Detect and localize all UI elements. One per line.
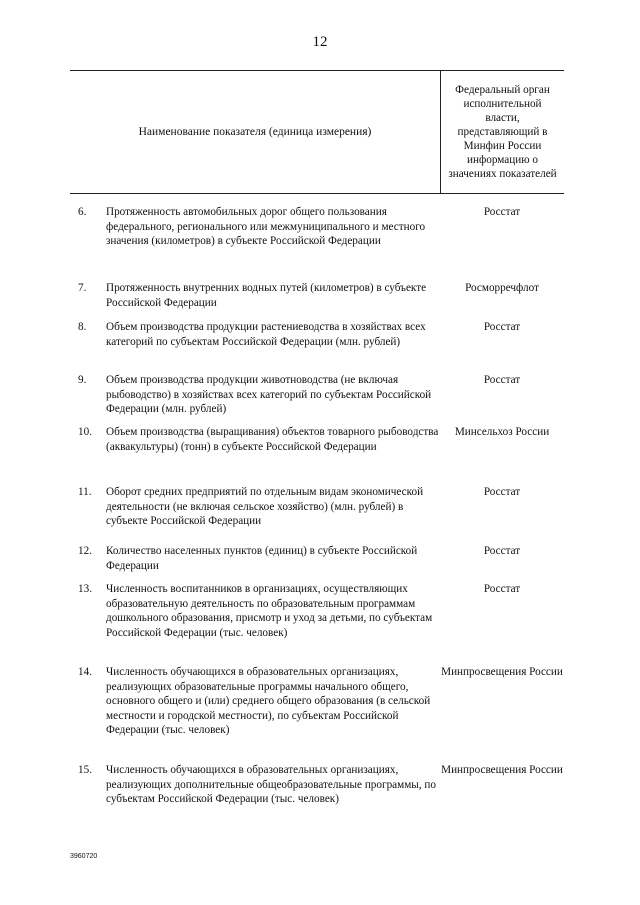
- row-org: Росстат: [483, 374, 521, 386]
- indicators-table: [70, 70, 564, 806]
- page-number: 12: [312, 34, 328, 50]
- row-number: 15.: [78, 764, 92, 776]
- row-text: Оборот средних предприятий по отдельным видам экономической деятельности (не включая сельское хозяйство) (млн. рублей) в субъекте Российской Федерации: [106, 486, 424, 528]
- row-org: Минпросвещения России: [441, 764, 563, 776]
- row-number: 14.: [78, 666, 92, 678]
- row-number: 11.: [78, 486, 92, 498]
- row-number: 13.: [78, 583, 92, 595]
- row-org: Росстат: [483, 486, 521, 498]
- row-text: Объем производства (выращивания) объектов товарного рыбоводства (аквакультуры) (тонн) в субъекте Российской Федерации: [106, 426, 439, 453]
- row-org: Росморречфлот: [465, 282, 539, 294]
- row-number: 10.: [78, 426, 92, 438]
- row-org: Минпросвещения России: [441, 666, 563, 678]
- row-text: Объем производства продукции растениеводства в хозяйствах всех категорий по субъектам Российской Федерации (млн. рублей): [106, 321, 426, 348]
- row-text: Количество населенных пунктов (единиц) в субъекте Российской Федерации: [106, 545, 418, 572]
- table-header: [70, 70, 564, 194]
- row-text: Численность обучающихся в образовательных организациях, реализующих дополнительные общеобразовательные программы, по субъектам Российской Федерации (тыс. человек): [106, 764, 436, 806]
- row-text: Объем производства продукции животноводства (не включая рыбоводство) в хозяйствах всех категорий по субъектам Российской Федерации (млн. рублей): [106, 374, 432, 416]
- row-org: Росстат: [483, 321, 521, 333]
- row-number: 12.: [78, 545, 92, 557]
- row-org: Росстат: [483, 583, 521, 595]
- row-org: Росстат: [483, 545, 521, 557]
- row-number: 9.: [78, 374, 87, 386]
- row-number: 6.: [78, 206, 87, 218]
- row-text: Протяженность внутренних водных путей (километров) в субъекте Российской Федерации: [106, 282, 427, 309]
- row-text: Протяженность автомобильных дорог общего пользования федерального, регионального или межмуниципального и местного значения (километров) в субъекте Российской Федерации: [106, 206, 426, 248]
- row-org: Росстат: [483, 206, 521, 218]
- row-text: Численность воспитанников в организациях, осуществляющих образовательную деятельность по образовательным программам дошкольного образования, присмотр и уход за детьми, по субъектам Российской Федерации (тыс. человек): [106, 583, 433, 639]
- header-name-column: Наименование показателя (единица измерения): [138, 126, 372, 138]
- row-text: Численность обучающихся в образовательных организациях, реализующих образовательные программы начального общего, основного общего и (или) среднего общего образования (в сельской местности и городской местности), по субъектам Российской Федерации (тыс. человек): [106, 666, 431, 737]
- row-org: Минсельхоз России: [454, 426, 550, 438]
- document-code: 3960720: [70, 853, 98, 860]
- row-number: 7.: [78, 282, 87, 294]
- header-org-column: Федеральный орган исполнительной власти, представляющий в Минфин России информацию о значениях показателей: [440, 71, 564, 193]
- row-number: 8.: [78, 321, 87, 333]
